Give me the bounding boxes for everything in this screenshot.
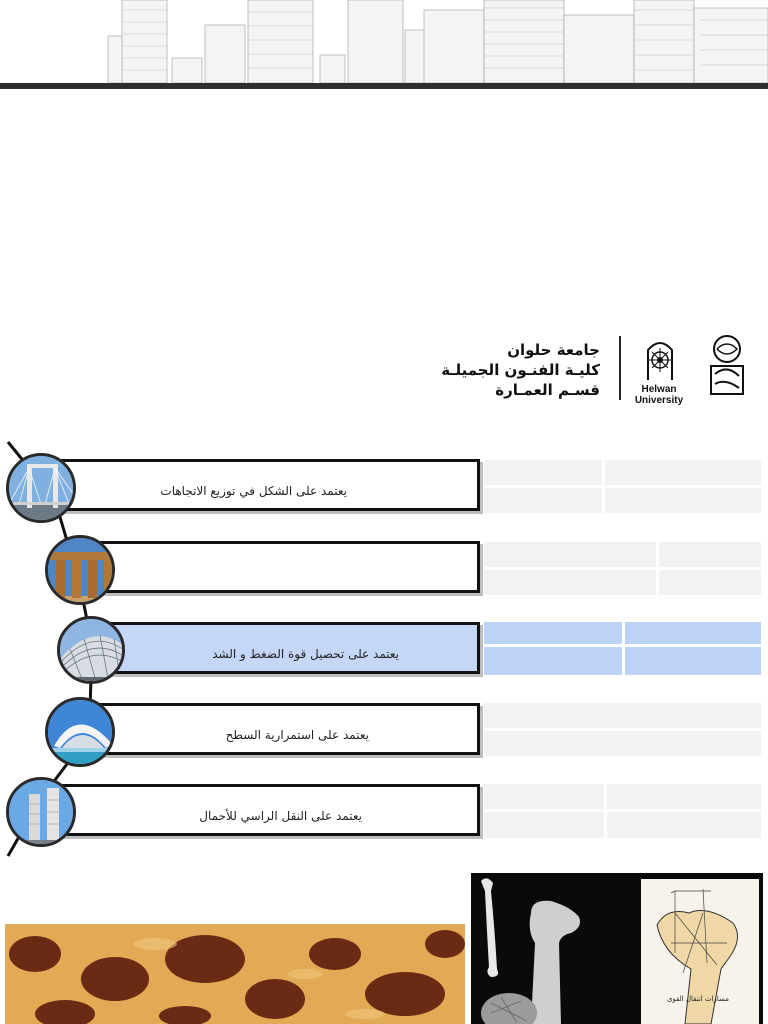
femur-caption: مسارات انتقال القوى: [667, 995, 729, 1003]
grid-cell: [625, 647, 761, 675]
grid-cell: [607, 784, 761, 809]
grid-cell: [484, 488, 602, 513]
university-name: جامعة حلوان: [507, 341, 600, 359]
grid-cell: [484, 784, 604, 809]
grid-cell: [659, 570, 761, 595]
grid-cell: [605, 460, 761, 485]
grid-cell: [605, 488, 761, 513]
shell-building-photo: [45, 697, 115, 767]
towers-photo: [6, 777, 76, 847]
helwan-label-line1: Helwan: [641, 384, 677, 395]
timeline-item-1-text: يعتمد على الشكل في توزيع الاتجاهات: [160, 484, 347, 498]
logo-divider: [619, 336, 621, 400]
faculty-logo: [707, 334, 747, 398]
grid-cell: [659, 542, 761, 567]
grid-cell: [484, 460, 602, 485]
header-rule: [0, 83, 768, 89]
timeline-item-4: [95, 703, 480, 755]
helwan-label-line2: University: [634, 395, 684, 406]
femur-diagram-panel: [471, 873, 763, 1024]
department-name: قسـم العمـارة: [495, 381, 600, 399]
timeline-item-1: [55, 459, 480, 511]
grid-cell: [484, 647, 622, 675]
grid-cell: [625, 622, 761, 644]
timeline-item-3-text: يعتمد على تحصيل قوة الضغط و الشد: [212, 647, 399, 661]
grid-cell: [484, 731, 761, 756]
colonnade-photo: [45, 535, 115, 605]
grid-cell: [484, 812, 604, 838]
faculty-name: كليـة الفنـون الجميلـة: [441, 361, 600, 379]
bridge-photo: [6, 453, 76, 523]
grid-cell: [484, 542, 656, 567]
grid-cell: [484, 622, 622, 644]
grid-cell: [607, 812, 761, 838]
university-name-block: [441, 340, 600, 400]
helwan-university-label: [630, 384, 688, 406]
timeline-item-3: [105, 622, 480, 674]
grid-cell: [484, 570, 656, 595]
skyline-banner: [0, 0, 768, 90]
bone-tissue-photo: [5, 924, 465, 1024]
timeline-item-2: [95, 541, 480, 593]
grid-cell: [484, 703, 761, 728]
timeline-item-5-text: يعتمد على النقل الراسي للأحمال: [199, 809, 362, 823]
steel-roof-photo: [57, 616, 125, 684]
timeline-item-4-text: يعتمد على استمرارية السطح: [225, 728, 369, 742]
timeline-item-5: [55, 784, 480, 836]
